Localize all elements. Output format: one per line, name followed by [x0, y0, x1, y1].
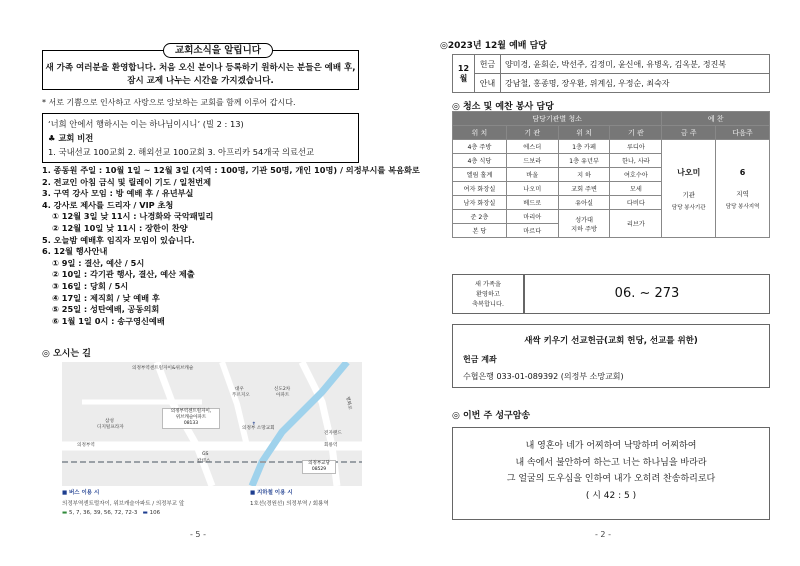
mission-title: 새싹 키우기 선교헌금(교회 헌당, 선교를 위한) — [524, 336, 698, 346]
news-item: 4. 강사로 제사를 드리자 / VIP 초청 — [42, 199, 174, 210]
vol-cell: 나오미 — [506, 182, 558, 196]
newcomer-label-line-3: 축복합니다. — [472, 301, 504, 308]
volunteer-subheader: 기 관 — [610, 126, 662, 140]
news-item: 1. 종동원 주일 : 10월 1일 ~ 12월 3일 (지역 : 100명, 기관 50명, 개인 10명) / 의정부시를 복음화로 — [42, 165, 420, 175]
mission-account: 수협은행 033-01-089392 (의정부 소망교회) — [463, 372, 624, 381]
vol-cell: 모세 — [610, 182, 662, 196]
vol-cell: 4층 식당 — [453, 154, 507, 168]
vol-cell: 1층 카페 — [558, 140, 610, 154]
newcomer-value: 06. ~ 273 — [524, 274, 770, 314]
welcome-line-2: 잠시 교제 나누는 시간을 가지겠습니다. — [127, 76, 274, 86]
volunteer-subheader: 위 치 — [453, 126, 507, 140]
service-title: ◎2023년 12월 예배 담당 — [440, 41, 547, 51]
vol-cell: 베드로 — [506, 196, 558, 210]
news-item: ⑥ 1월 1일 0시 : 송구영신예배 — [52, 315, 165, 326]
vol-this-week-value: 나오미 — [677, 167, 701, 177]
map-label-shindo: 신도2차 — [274, 387, 291, 392]
map-label-samsung-2: 디지털프라자 — [97, 425, 124, 430]
service-table — [452, 54, 770, 93]
news-item: ⑤ 25일 : 성탄예배, 공동의회 — [52, 304, 160, 315]
news-title: 교회소식을 알립니다 — [163, 43, 273, 58]
news-item: ① 9일 : 결산, 예산 / 5시 — [52, 257, 145, 268]
volunteer-header-side: 예 찬 — [662, 112, 770, 126]
map-label-jeonja: 전자랜드 — [324, 431, 342, 436]
map-box-central-line-3: 08133 — [183, 421, 199, 426]
vol-cell: 준 2층 — [453, 210, 507, 224]
map-label-daewoo-2: 푸르지오 — [232, 393, 250, 398]
vol-next-week-value: 6 — [739, 167, 746, 177]
memory-verse-box — [452, 427, 770, 520]
map-label-gs: GS — [202, 452, 209, 457]
volunteer-subheader: 위 치 — [558, 126, 610, 140]
service-month: 12월 — [453, 55, 475, 93]
vol-cell: 본 당 — [453, 224, 507, 238]
news-item: 3. 구역 강사 모임 : 방 예배 후 / 유년부실 — [42, 188, 194, 199]
vol-cell-line-1: 성가대 — [575, 216, 594, 224]
volunteer-table — [452, 111, 770, 238]
vol-cell: 유아실 — [558, 196, 610, 210]
bus-line-icon: ▬ — [62, 510, 68, 516]
map-label-station: 의정부역 — [77, 443, 95, 448]
subway-icon: ■ — [250, 490, 256, 496]
service-role: 헌금 — [475, 55, 501, 74]
news-item: 2. 전교인 아침 금식 및 릴레이 기도 / 일천번제 — [42, 176, 212, 187]
mission-box — [452, 324, 770, 388]
welcome-line-1: 새 가족 여러분을 환영합니다. 처음 오신 분이나 등록하기 원하시는 분들은 예배 후, — [45, 63, 356, 73]
vol-cell: 지 하 — [558, 168, 610, 182]
map-box-central-line-2: 위브캐슬아파트 — [175, 415, 207, 420]
service-row — [453, 74, 770, 93]
page-number-right: - 2 - — [595, 530, 611, 539]
vol-cell: 1층 유년부 — [558, 154, 610, 168]
map-label-daewoo: 대우 — [235, 387, 244, 392]
subway-info — [250, 488, 329, 507]
vol-next-week-type: 지역 — [736, 189, 749, 198]
map-label-top-street: 의정부역센트럴자이&위브캐슬 — [132, 366, 194, 371]
bus-line-icon-2: ▬ — [142, 510, 148, 516]
map-label-hoeryong: 회룡역 — [324, 443, 338, 448]
vol-cell-line-2: 지하 주방 — [571, 225, 598, 233]
vol-cell: 다비다 — [610, 196, 662, 210]
map-label-shindo-2: 아파트 — [276, 393, 290, 398]
volunteer-subheader: 다음주 — [716, 126, 770, 140]
mission-account-label: 헌금 계좌 — [463, 355, 497, 364]
service-names: 양미경, 윤회순, 박선주, 김정미, 윤신애, 유병옥, 김옥분, 정진복 — [501, 55, 770, 74]
vol-cell: 4층 주방 — [453, 140, 507, 154]
directions-title: ◎ 오시는 길 — [42, 349, 91, 359]
greeting-note: * 서로 기쁨으로 인사하고 사랑으로 앙보하는 교회를 함께 이루어 갑시다. — [42, 98, 296, 107]
vol-cell: 교회 주변 — [558, 182, 610, 196]
subway-line: 1호선(경원선) 의정부역 / 회룡역 — [250, 501, 329, 507]
map-label-church: 의정부 소망교회 — [242, 426, 275, 431]
directions-map — [62, 362, 362, 486]
news-item: 6. 12월 행사안내 — [42, 246, 108, 257]
welcome-text — [42, 62, 359, 88]
vision-title: ♣ 교회 비전 — [48, 133, 94, 143]
map-label-road: 평화로 — [344, 396, 352, 411]
map-church-marker: ✝ — [252, 422, 256, 427]
vol-cell: 남자 화장실 — [453, 196, 507, 210]
vol-next-week — [716, 140, 770, 238]
volunteer-subheader: 기 관 — [506, 126, 558, 140]
map-label-samsung: 삼성 — [105, 419, 114, 424]
vol-cell: 여자 화장실 — [453, 182, 507, 196]
vol-this-week-type: 기관 — [682, 190, 695, 199]
vol-cell: 리브가 — [610, 210, 662, 238]
map-box-postoffice-line-1: 의정부교당 — [308, 461, 330, 466]
newcomer-label — [452, 274, 524, 314]
memory-verse-title: ◎ 이번 주 성구암송 — [452, 411, 531, 421]
map-box-central-line-1: 의정부역센트럴자이, — [170, 409, 212, 414]
verse-quote: ‘너희 안에서 행하시는 이는 하나님이시니’ (빌 2 : 13) — [48, 119, 244, 129]
news-item: ③ 16일 : 당회 / 5시 — [52, 280, 129, 291]
vol-cell: 바울 — [506, 168, 558, 182]
vision-box — [42, 113, 359, 163]
map-box-postoffice — [302, 460, 336, 474]
newcomer-label-line-1: 새 가족을 — [475, 281, 501, 288]
vol-cell: 에스더 — [506, 140, 558, 154]
subway-title: 지하철 이용 시 — [256, 490, 293, 496]
memory-line-2: 내 속에서 불안하여 하는고 너는 하나님을 바라라 — [515, 457, 707, 468]
news-item: ② 10일 : 각기관 행사, 결산, 예산 제출 — [52, 269, 195, 280]
map-label-gs-2: 칼텍스 — [197, 459, 211, 464]
service-names: 강남철, 홍종명, 장우환, 위계심, 우정순, 최숙자 — [501, 74, 770, 93]
bus-icon: ■ — [62, 490, 68, 496]
volunteer-header-main: 담당기관별 청소 — [453, 112, 662, 126]
vol-cell: 마르다 — [506, 224, 558, 238]
map-box-postoffice-line-2: 08529 — [311, 467, 327, 472]
vol-next-week-note: 담당 봉사지역 — [725, 203, 760, 210]
vol-cell: 한나, 사라 — [610, 154, 662, 168]
newcomer-label-line-2: 환영하고 — [476, 291, 500, 298]
bus-title: 버스 이용 시 — [68, 490, 100, 496]
news-item: ④ 17일 : 제직회 / 낮 예배 후 — [52, 292, 160, 303]
service-row — [453, 55, 770, 74]
page-number-left: - 5 - — [190, 530, 206, 539]
bus-info — [62, 488, 184, 516]
vol-this-week — [662, 140, 716, 238]
bus-lines: 5, 7, 36, 39, 56, 72, 72-3 — [68, 510, 138, 516]
vol-cell: 드보라 — [506, 154, 558, 168]
vision-text: 1. 국내선교 100교회 2. 해외선교 100교회 3. 아프리카 54개국 의료선교 — [48, 147, 315, 157]
vol-cell: 루디아 — [610, 140, 662, 154]
memory-line-3: 그 얼굴의 도우심을 인하여 내가 오히려 찬송하리로다 — [506, 474, 716, 484]
volunteer-title: ◎ 청소 및 예찬 봉사 담당 — [452, 102, 554, 112]
news-item: 5. 오늘밤 예배후 임직자 모임이 있습니다. — [42, 234, 195, 245]
bus-extra: 106 — [149, 510, 161, 516]
news-list — [42, 165, 420, 327]
right-page — [400, 0, 800, 566]
memory-line-4: ( 시 42 : 5 ) — [585, 490, 637, 501]
news-item: ① 12월 3일 낮 11시 : 나경화와 국악패밀리 — [52, 211, 214, 222]
map-box-central — [162, 408, 220, 429]
memory-line-1: 내 영혼아 네가 어찌하여 낙망하며 어찌하여 — [525, 441, 697, 451]
vol-this-week-note: 담당 봉사기관 — [671, 204, 706, 211]
news-item: ② 12월 10일 낮 11시 : 장한이 찬양 — [52, 222, 188, 233]
bus-stop: 의정부역센트럴자이, 위브캐슬아파트 / 의정부교 앞 — [62, 501, 185, 507]
vol-cell: 엘림 홀계 — [453, 168, 507, 182]
vol-cell: 여호수아 — [610, 168, 662, 182]
vol-cell: 마리아 — [506, 210, 558, 224]
vol-cell — [558, 210, 610, 238]
volunteer-subheader: 금 주 — [662, 126, 716, 140]
service-role: 안내 — [475, 74, 501, 93]
